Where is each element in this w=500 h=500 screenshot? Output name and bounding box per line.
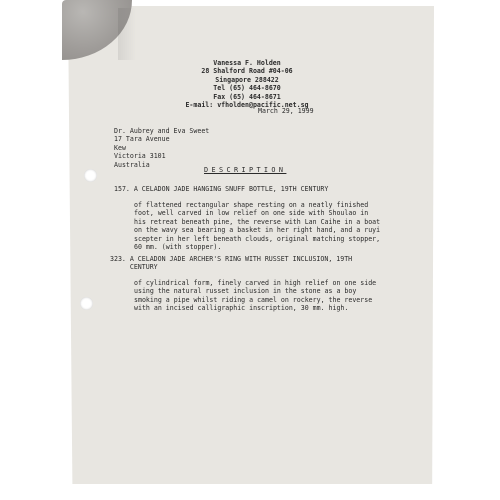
item-323-title [110, 255, 352, 272]
item-157-line: foot, well carved in low relief on one side with Shoulao in [134, 209, 369, 218]
letterhead-street: 28 Shalford Road #04-06 [201, 67, 293, 76]
page-curl-shadow [118, 8, 136, 60]
item-323-line: using the natural russet inclusion in the stone as a boy [134, 287, 357, 296]
recipient-state: Victoria 3101 [114, 152, 166, 161]
item-157-line: his retreat beneath pine, the reverse with Lan Caihe in a boat [134, 217, 381, 226]
letterhead-tel: Tel (65) 464-8670 [213, 84, 281, 93]
item-157-line: 60 mm. (with stopper). [134, 243, 222, 252]
letterhead-name: Vanessa F. Holden [213, 59, 281, 67]
item-157-line: on the wavy sea bearing a basket in her right hand, and a ruyi [134, 226, 381, 235]
letterhead-fax: Fax (65) 464-8671 [213, 92, 281, 101]
letter-date: March 29, 1999 [258, 107, 314, 115]
item-323-title-line: CENTURY [110, 263, 158, 272]
item-323-description [134, 279, 376, 313]
punch-hole-bottom [80, 297, 93, 310]
item-157-title: 157. A CELADON JADE HANGING SNUFF BOTTLE, 19TH CENTURY [114, 185, 329, 193]
item-157-line: scepter in her left beneath clouds, original matching stopper, [134, 234, 381, 243]
recipient-street: 17 Tara Avenue [114, 135, 170, 144]
letterhead [140, 59, 354, 109]
letterhead-city: Singapore 288422 [215, 75, 279, 84]
item-323-line: smoking a pipe whilst riding a camel on rockery, the reverse [134, 295, 373, 304]
item-323-line: of cylindrical form, finely carved in high relief on one side [134, 279, 377, 287]
recipient-suburb: Kew [114, 143, 126, 152]
letterhead-email: E-mail: vfholden@pacific.net.sg [185, 101, 309, 110]
recipient-name: Dr. Aubrey and Eva Sweet [114, 127, 210, 135]
recipient-address [114, 127, 209, 169]
description-heading: DESCRIPTION [204, 166, 287, 174]
recipient-country: Australia [114, 160, 150, 169]
item-323-line: with an incised calligraphic inscription, 30 mm. high. [134, 304, 349, 313]
item-157-line: of flattened rectangular shape resting on a neatly finished [134, 201, 369, 209]
punch-hole-top [84, 169, 97, 182]
item-323-title-line: 323. A CELADON JADE ARCHER'S RING WITH RUSSET INCLUSION, 19TH [110, 255, 353, 263]
item-157-description [134, 201, 380, 251]
